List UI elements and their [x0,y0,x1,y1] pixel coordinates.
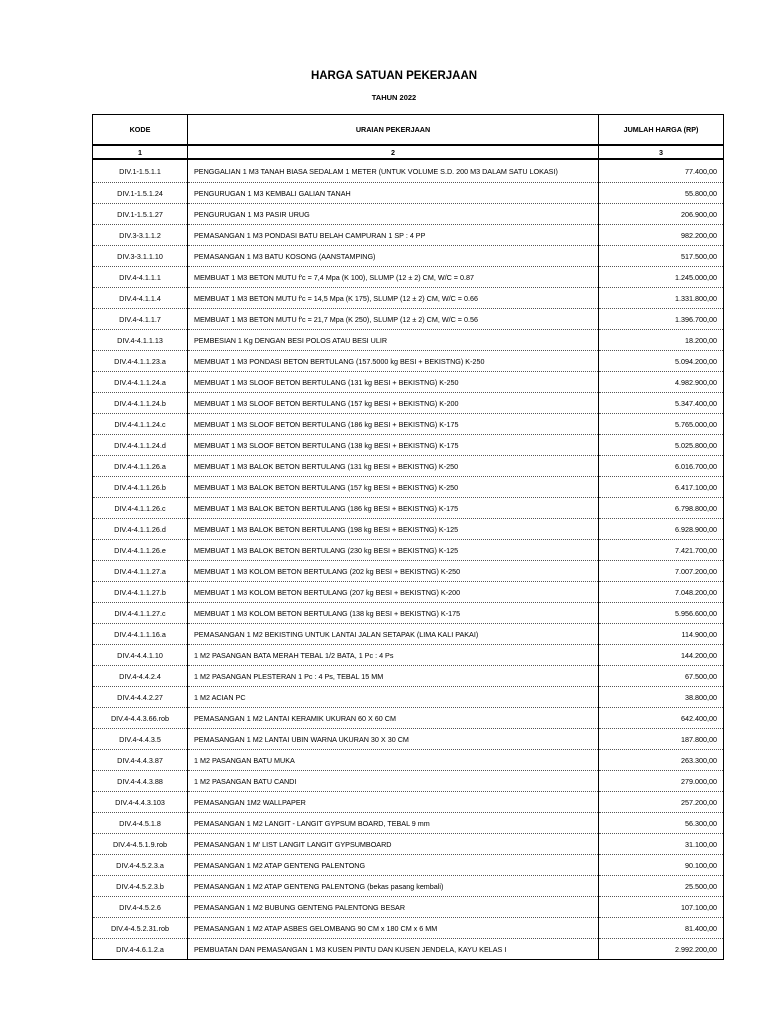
row-uraian: MEMBUAT 1 M3 BALOK BETON BERTULANG (198 kg BESI + BEKISTNG) K-125 [188,519,599,540]
row-uraian: PENGURUGAN 1 M3 PASIR URUG [188,204,599,225]
row-uraian: 1 M2 PASANGAN BATU MUKA [188,750,599,771]
table-row [93,729,724,750]
row-harga: 144.200,00 [599,645,724,666]
row-harga: 5.025.800,00 [599,435,724,456]
row-harga: 257.200,00 [599,792,724,813]
row-uraian: PEMASANGAN 1 M2 BUBUNG GENTENG PALENTONG BESAR [188,897,599,918]
row-kode: DIV.4-4.1.1.24.d [93,435,188,456]
table-row [93,309,724,330]
table-row [93,330,724,351]
row-kode: DIV.1-1.5.1.1 [93,159,188,183]
row-harga: 31.100,00 [599,834,724,855]
row-harga: 7.048.200,00 [599,582,724,603]
row-uraian: PEMASANGAN 1 M3 BATU KOSONG (AANSTAMPING) [188,246,599,267]
row-harga: 982.200,00 [599,225,724,246]
row-kode: DIV.4-4.1.1.24.a [93,372,188,393]
table-row [93,519,724,540]
row-uraian: PEMASANGAN 1 M' LIST LANGIT LANGIT GYPSUMBOARD [188,834,599,855]
row-harga: 5.347.400,00 [599,393,724,414]
row-harga: 56.300,00 [599,813,724,834]
table-row [93,582,724,603]
table-row [93,456,724,477]
row-harga: 5.765.000,00 [599,414,724,435]
column-number-row [93,145,724,159]
table-row [93,225,724,246]
row-harga: 6.798.800,00 [599,498,724,519]
table-row [93,855,724,876]
row-uraian: PEMBUATAN DAN PEMASANGAN 1 M3 KUSEN PINTU DAN KUSEN JENDELA, KAYU KELAS I [188,939,599,960]
row-kode: DIV.4-4.1.1.24.c [93,414,188,435]
row-uraian: MEMBUAT 1 M3 KOLOM BETON BERTULANG (138 kg BESI + BEKISTNG) K-175 [188,603,599,624]
row-kode: DIV.4-4.1.1.1 [93,267,188,288]
row-uraian: PEMASANGAN 1 M3 PONDASI BATU BELAH CAMPURAN 1 SP : 4 PP [188,225,599,246]
row-kode: DIV.4-4.4.3.88 [93,771,188,792]
row-kode: DIV.4-4.1.1.4 [93,288,188,309]
row-uraian: PEMASANGAN 1 M2 ATAP GENTENG PALENTONG (bekas pasang kembali) [188,876,599,897]
table-row [93,183,724,204]
row-kode: DIV.4-4.1.1.26.e [93,540,188,561]
row-harga: 6.016.700,00 [599,456,724,477]
row-harga: 107.100,00 [599,897,724,918]
row-harga: 81.400,00 [599,918,724,939]
row-kode: DIV.4-4.4.2.4 [93,666,188,687]
column-number-2: 2 [188,145,599,159]
row-kode: DIV.4-4.4.2.27 [93,687,188,708]
table-row [93,771,724,792]
row-harga: 2.992.200,00 [599,939,724,960]
table-row [93,288,724,309]
row-kode: DIV.4-4.5.2.6 [93,897,188,918]
row-uraian: MEMBUAT 1 M3 BALOK BETON BERTULANG (186 kg BESI + BEKISTNG) K-175 [188,498,599,519]
row-kode: DIV.4-4.1.1.24.b [93,393,188,414]
row-uraian: 1 M2 PASANGAN BATU CANDI [188,771,599,792]
table-row [93,159,724,183]
row-uraian: MEMBUAT 1 M3 KOLOM BETON BERTULANG (202 kg BESI + BEKISTNG) K-250 [188,561,599,582]
table-row [93,498,724,519]
row-uraian: PEMASANGAN 1 M2 LANTAI KERAMIK UKURAN 60 X 60 CM [188,708,599,729]
row-uraian: MEMBUAT 1 M3 BETON MUTU f'c = 7,4 Mpa (K 100), SLUMP (12 ± 2) CM, W/C = 0.87 [188,267,599,288]
row-uraian: PEMASANGAN 1 M2 ATAP GENTENG PALENTONG [188,855,599,876]
row-harga: 5.956.600,00 [599,603,724,624]
row-uraian: MEMBUAT 1 M3 BETON MUTU f'c = 14,5 Mpa (K 175), SLUMP (12 ± 2) CM, W/C = 0.66 [188,288,599,309]
row-uraian: PEMASANGAN 1 M2 LANTAI UBIN WARNA UKURAN 30 X 30 CM [188,729,599,750]
header-kode: KODE [93,115,188,146]
row-uraian: MEMBUAT 1 M3 SLOOF BETON BERTULANG (157 kg BESI + BEKISTNG) K-200 [188,393,599,414]
row-kode: DIV.4-4.1.1.26.a [93,456,188,477]
row-harga: 7.421.700,00 [599,540,724,561]
table-row [93,792,724,813]
row-kode: DIV.4-4.1.1.26.b [93,477,188,498]
row-uraian: PENGURUGAN 1 M3 KEMBALI GALIAN TANAH [188,183,599,204]
table-row [93,624,724,645]
row-harga: 4.982.900,00 [599,372,724,393]
table-row [93,372,724,393]
column-number-1: 1 [93,145,188,159]
row-kode: DIV.4-4.5.1.8 [93,813,188,834]
row-uraian: MEMBUAT 1 M3 SLOOF BETON BERTULANG (131 kg BESI + BEKISTNG) K-250 [188,372,599,393]
table-row [93,435,724,456]
table-row [93,897,724,918]
table-row [93,204,724,225]
row-uraian: PENGGALIAN 1 M3 TANAH BIASA SEDALAM 1 METER (UNTUK VOLUME S.D. 200 M3 DALAM SATU LOKASI) [188,159,599,183]
table-row [93,813,724,834]
row-harga: 642.400,00 [599,708,724,729]
row-uraian: MEMBUAT 1 M3 BETON MUTU f'c = 21,7 Mpa (K 250), SLUMP (12 ± 2) CM, W/C = 0.56 [188,309,599,330]
row-harga: 6.417.100,00 [599,477,724,498]
row-harga: 279.000,00 [599,771,724,792]
row-uraian: MEMBUAT 1 M3 BALOK BETON BERTULANG (157 kg BESI + BEKISTNG) K-250 [188,477,599,498]
row-harga: 55.800,00 [599,183,724,204]
row-kode: DIV.4-4.1.1.27.c [93,603,188,624]
row-harga: 1.331.800,00 [599,288,724,309]
row-kode: DIV.4-4.1.1.7 [93,309,188,330]
row-kode: DIV.4-4.1.1.27.a [93,561,188,582]
table-row [93,603,724,624]
price-table [92,114,724,960]
header-uraian: URAIAN PEKERJAAN [188,115,599,146]
header-harga: JUMLAH HARGA (RP) [599,115,724,146]
row-uraian: 1 M2 PASANGAN BATA MERAH TEBAL 1/2 BATA, 1 Pc : 4 Ps [188,645,599,666]
row-kode: DIV.3-3.1.1.10 [93,246,188,267]
table-row [93,939,724,960]
table-row [93,918,724,939]
table-body [93,159,724,960]
row-kode: DIV.4-4.5.2.31.rob [93,918,188,939]
row-kode: DIV.4-4.1.1.16.a [93,624,188,645]
row-uraian: PEMASANGAN 1M2 WALLPAPER [188,792,599,813]
row-harga: 25.500,00 [599,876,724,897]
row-harga: 90.100,00 [599,855,724,876]
row-kode: DIV.4-4.5.2.3.a [93,855,188,876]
table-row [93,351,724,372]
document-year: TAHUN 2022 [371,93,417,102]
row-uraian: 1 M2 ACIAN PC [188,687,599,708]
table-row [93,834,724,855]
row-harga: 38.800,00 [599,687,724,708]
row-uraian: MEMBUAT 1 M3 BALOK BETON BERTULANG (230 kg BESI + BEKISTNG) K-125 [188,540,599,561]
table-row [93,267,724,288]
table-row [93,645,724,666]
row-kode: DIV.4-4.6.1.2.a [93,939,188,960]
row-kode: DIV.4-4.4.3.87 [93,750,188,771]
row-harga: 1.245.000,00 [599,267,724,288]
row-harga: 5.094.200,00 [599,351,724,372]
row-harga: 187.800,00 [599,729,724,750]
row-uraian: PEMBESIAN 1 Kg DENGAN BESI POLOS ATAU BESI ULIR [188,330,599,351]
row-uraian: PEMASANGAN 1 M2 ATAP ASBES GELOMBANG 90 CM x 180 CM x 6 MM [188,918,599,939]
row-kode: DIV.4-4.4.3.66.rob [93,708,188,729]
table-row [93,477,724,498]
table-row [93,414,724,435]
row-uraian: MEMBUAT 1 M3 BALOK BETON BERTULANG (131 kg BESI + BEKISTNG) K-250 [188,456,599,477]
table-row [93,876,724,897]
row-harga: 77.400,00 [599,159,724,183]
row-harga: 6.928.900,00 [599,519,724,540]
table-row [93,750,724,771]
row-harga: 206.900,00 [599,204,724,225]
row-kode: DIV.1-1.5.1.24 [93,183,188,204]
row-kode: DIV.4-4.1.1.13 [93,330,188,351]
column-number-3: 3 [599,145,724,159]
row-harga: 7.007.200,00 [599,561,724,582]
row-uraian: MEMBUAT 1 M3 PONDASI BETON BERTULANG (157.5000 kg BESI + BEKISTNG) K-250 [188,351,599,372]
row-harga: 1.396.700,00 [599,309,724,330]
row-kode: DIV.4-4.1.1.23.a [93,351,188,372]
table-row [93,561,724,582]
row-harga: 67.500,00 [599,666,724,687]
table-row [93,540,724,561]
row-kode: DIV.4-4.1.1.26.c [93,498,188,519]
row-harga: 114.900,00 [599,624,724,645]
table-header-row [93,115,724,146]
row-kode: DIV.3-3.1.1.2 [93,225,188,246]
row-uraian: 1 M2 PASANGAN PLESTERAN 1 Pc : 4 Ps, TEBAL 15 MM [188,666,599,687]
table-row [93,687,724,708]
row-kode: DIV.4-4.1.1.27.b [93,582,188,603]
row-kode: DIV.1-1.5.1.27 [93,204,188,225]
table-row [93,246,724,267]
row-uraian: MEMBUAT 1 M3 SLOOF BETON BERTULANG (186 kg BESI + BEKISTNG) K-175 [188,414,599,435]
row-harga: 263.300,00 [599,750,724,771]
row-harga: 517.500,00 [599,246,724,267]
row-harga: 18.200,00 [599,330,724,351]
row-uraian: PEMASANGAN 1 M2 BEKISTING UNTUK LANTAI JALAN SETAPAK (LIMA KALI PAKAI) [188,624,599,645]
row-uraian: MEMBUAT 1 M3 KOLOM BETON BERTULANG (207 kg BESI + BEKISTNG) K-200 [188,582,599,603]
table-row [93,393,724,414]
row-uraian: MEMBUAT 1 M3 SLOOF BETON BERTULANG (138 kg BESI + BEKISTNG) K-175 [188,435,599,456]
row-kode: DIV.4-4.4.3.5 [93,729,188,750]
row-uraian: PEMASANGAN 1 M2 LANGIT - LANGIT GYPSUM BOARD, TEBAL 9 mm [188,813,599,834]
row-kode: DIV.4-4.4.1.10 [93,645,188,666]
row-kode: DIV.4-4.4.3.103 [93,792,188,813]
row-kode: DIV.4-4.1.1.26.d [93,519,188,540]
document-title: HARGA SATUAN PEKERJAAN [310,70,478,82]
table-row [93,708,724,729]
table-row [93,666,724,687]
row-kode: DIV.4-4.5.2.3.b [93,876,188,897]
row-kode: DIV.4-4.5.1.9.rob [93,834,188,855]
